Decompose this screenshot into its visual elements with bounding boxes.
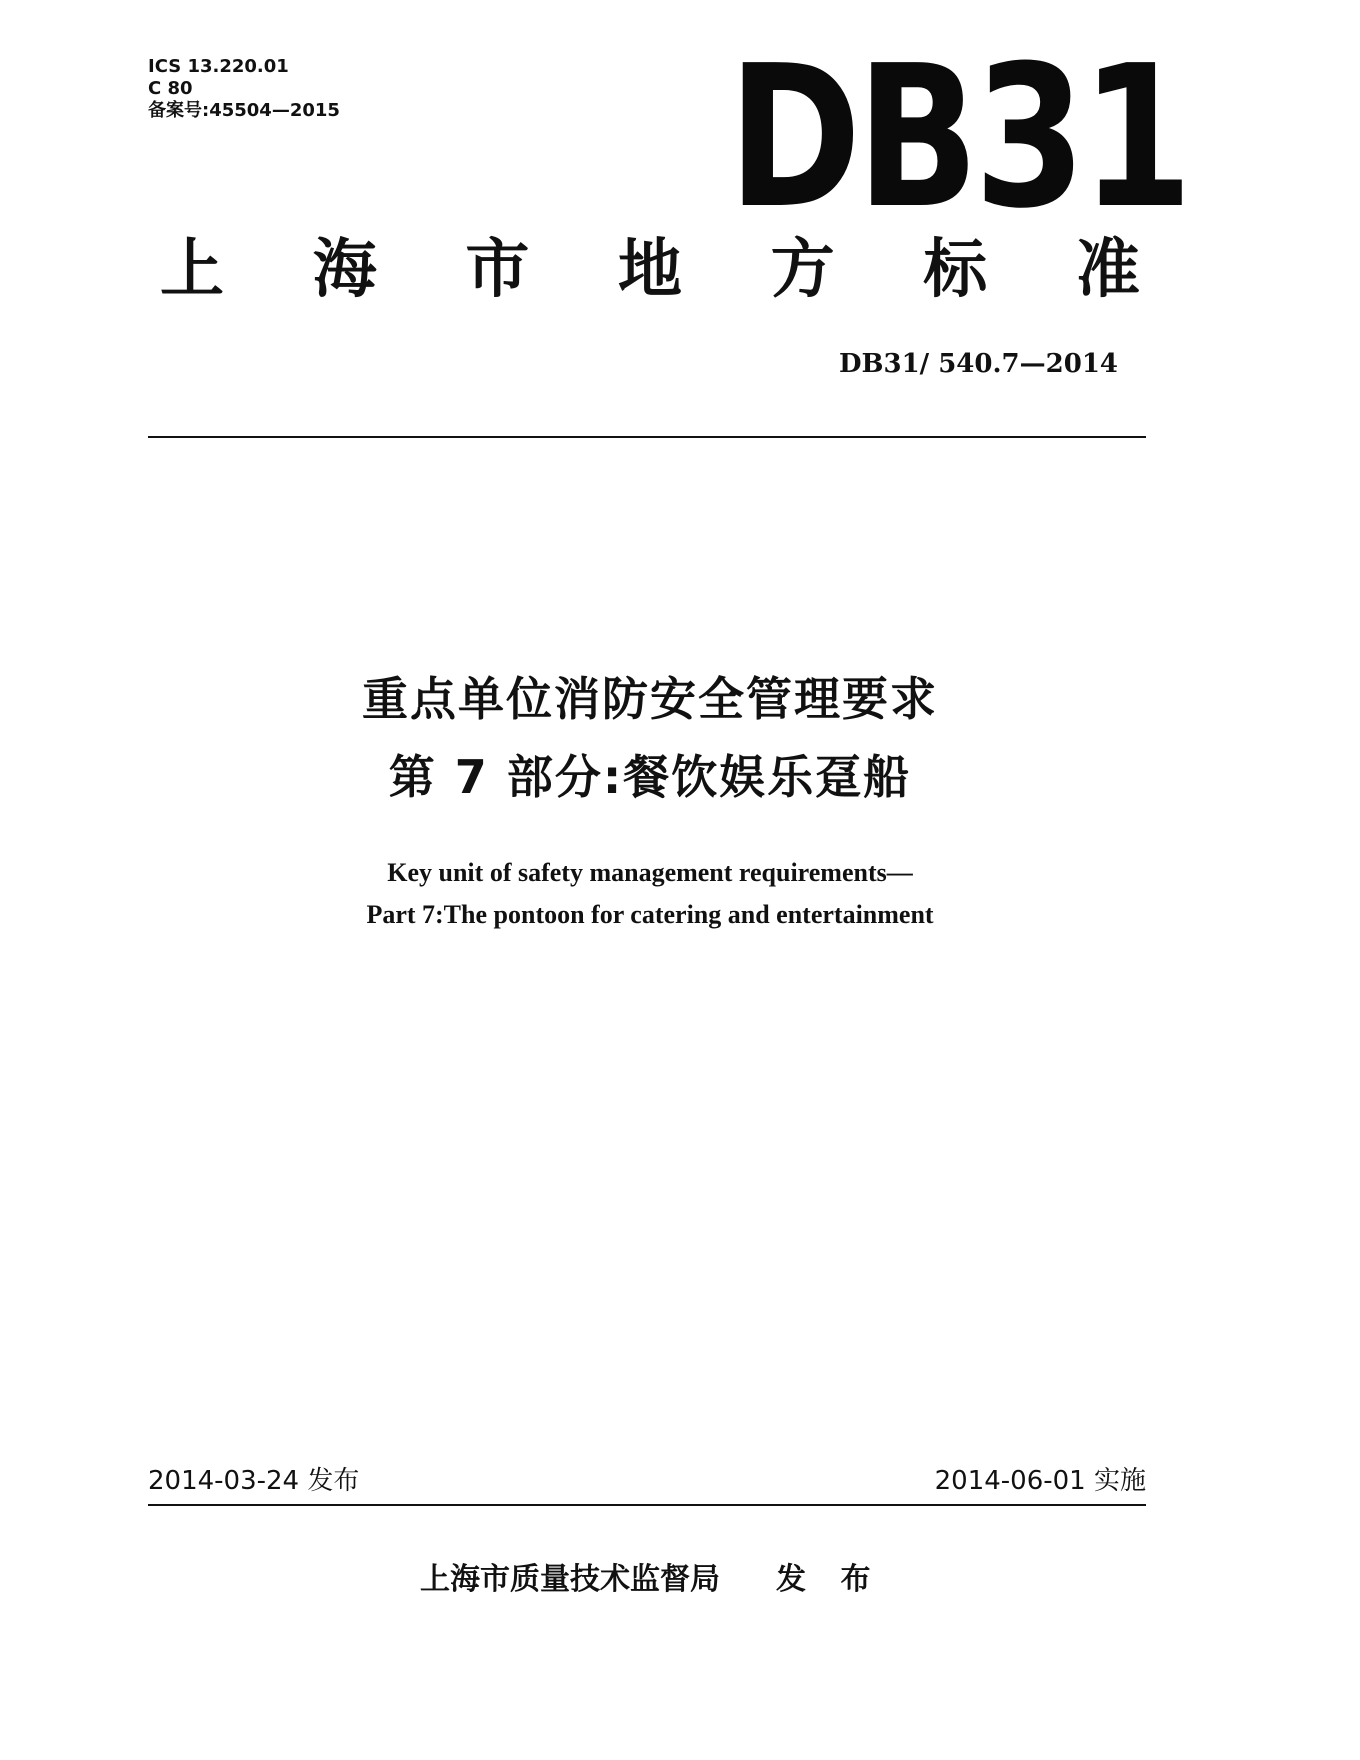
standard-type-char: 方: [770, 233, 835, 307]
english-title-line-2: Part 7:The pontoon for catering and entertainment: [366, 900, 934, 929]
standard-type-char: 市: [465, 233, 530, 307]
english-title-line-1: Key unit of safety management requirements—: [387, 858, 913, 887]
chinese-title: [0, 660, 1300, 816]
ccs-code: C 80: [148, 78, 193, 99]
chinese-title-line-2: 第 7 部分:餐饮娱乐趸船: [388, 750, 912, 804]
issue-date: 2014-03-24 发布: [148, 1466, 360, 1496]
standard-type-char: 上: [160, 233, 224, 307]
issuer-line: [420, 1560, 882, 1600]
effective-date: 2014-06-01 实施: [934, 1466, 1146, 1496]
issuer-name: 上海市质量技术监督局: [420, 1562, 720, 1597]
standard-type-char: 准: [1075, 233, 1140, 307]
db31-logo: DB31: [728, 24, 1188, 252]
standard-type-char: 地: [617, 233, 682, 307]
standard-number: DB31/ 540.7—2014: [838, 349, 1118, 379]
header-divider: [148, 436, 1146, 438]
standard-type-char: 海: [312, 233, 377, 307]
filing-number: 备案号:45504—2015: [148, 100, 340, 121]
standard-type-title: [160, 232, 1140, 308]
classification-block: [148, 56, 340, 122]
standard-type-char: 标: [923, 233, 988, 307]
ics-code: ICS 13.220.01: [148, 56, 289, 77]
english-title: [0, 852, 1300, 936]
footer-divider: [148, 1504, 1146, 1506]
chinese-title-line-1: 重点单位消防安全管理要求: [362, 672, 938, 726]
issuer-action: 发 布: [776, 1562, 883, 1597]
